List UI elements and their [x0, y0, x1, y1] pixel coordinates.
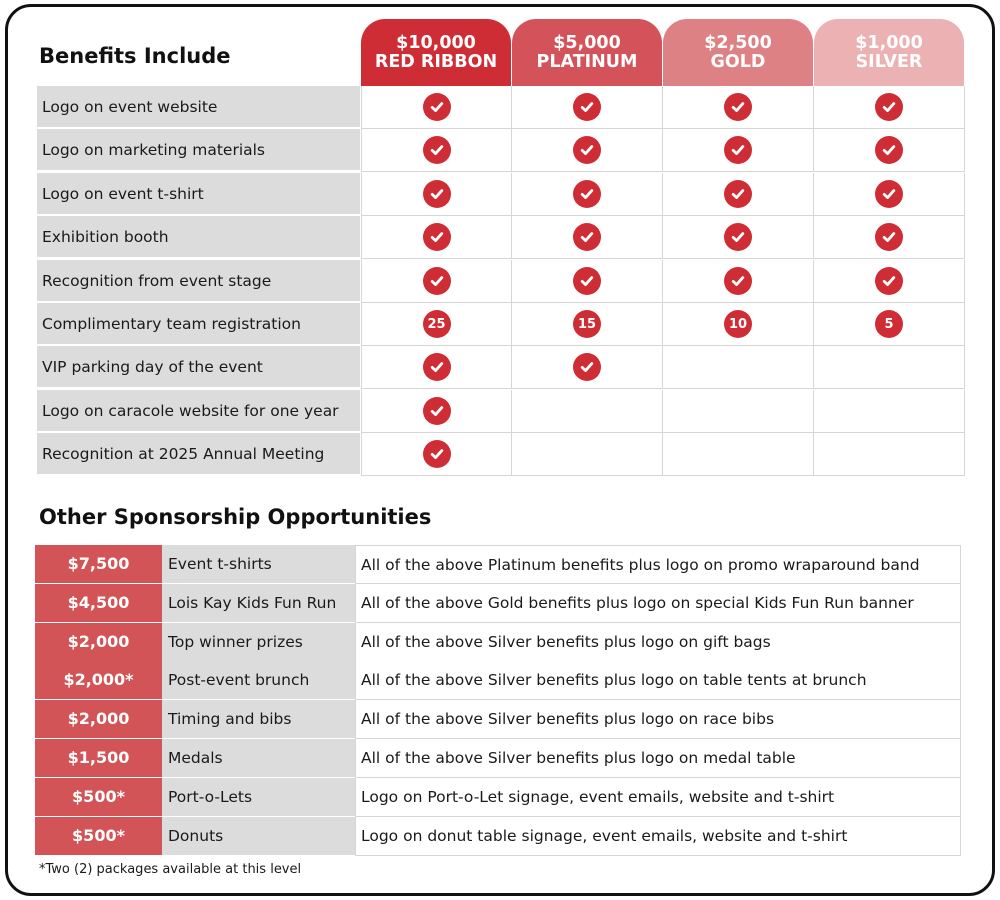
sponsorship-description: All of the above Gold benefits plus logo on special Kids Fun Run banner — [355, 584, 961, 623]
benefit-cell — [814, 216, 965, 259]
tier-name: SILVER — [855, 52, 923, 72]
benefit-label: Logo on marketing materials — [37, 129, 360, 172]
check-icon — [573, 93, 601, 121]
benefit-cell — [663, 260, 814, 303]
benefit-row — [37, 346, 966, 389]
benefit-row — [37, 129, 966, 172]
sponsorship-name: Donuts — [162, 817, 355, 856]
tier-name: PLATINUM — [536, 52, 638, 72]
benefit-cell — [814, 86, 965, 129]
benefit-cell — [663, 433, 814, 476]
check-icon — [423, 180, 451, 208]
sponsorship-row — [35, 700, 961, 739]
sponsorship-row — [35, 623, 961, 662]
check-icon — [724, 267, 752, 295]
benefit-cell — [512, 260, 663, 303]
sponsorship-description: All of the above Silver benefits plus logo on table tents at brunch — [355, 661, 961, 700]
benefit-row — [37, 303, 966, 346]
benefit-cell — [361, 173, 512, 216]
tier-header-red-ribbon — [361, 19, 511, 86]
benefit-cell — [512, 303, 663, 346]
sponsorship-name: Post-event brunch — [162, 661, 355, 700]
benefit-cell — [361, 303, 512, 346]
sponsorship-name: Medals — [162, 739, 355, 778]
benefit-cell — [512, 433, 663, 476]
registration-count-badge: 5 — [875, 310, 903, 338]
sponsorship-row — [35, 739, 961, 778]
sponsorship-description: Logo on Port-o-Let signage, event emails, website and t-shirt — [355, 778, 961, 817]
registration-count-badge: 25 — [423, 310, 451, 338]
benefit-cell — [361, 129, 512, 172]
benefit-cell — [663, 173, 814, 216]
tier-price: $2,500 — [704, 33, 772, 53]
tier-header-silver — [814, 19, 964, 86]
check-icon — [875, 93, 903, 121]
benefits-title: Benefits Include — [39, 44, 231, 68]
benefit-label: Recognition from event stage — [37, 260, 360, 303]
benefit-cell — [361, 260, 512, 303]
benefit-cell — [361, 433, 512, 476]
benefit-cell — [814, 303, 965, 346]
sponsorship-price: $4,500 — [35, 584, 162, 623]
check-icon — [875, 136, 903, 164]
sponsorship-price: $2,000 — [35, 623, 162, 662]
sponsorship-row — [35, 817, 961, 856]
tier-price: $5,000 — [553, 33, 621, 53]
sponsorship-name: Timing and bibs — [162, 700, 355, 739]
benefit-cell — [663, 390, 814, 433]
benefit-cell — [512, 129, 663, 172]
benefit-row — [37, 260, 966, 303]
sponsorship-description: All of the above Silver benefits plus logo on race bibs — [355, 700, 961, 739]
benefit-cell — [814, 260, 965, 303]
tier-header-gold — [663, 19, 813, 86]
check-icon — [875, 267, 903, 295]
check-icon — [423, 353, 451, 381]
registration-count-badge: 10 — [724, 310, 752, 338]
benefit-cell — [814, 390, 965, 433]
tier-name: RED RIBBON — [374, 52, 498, 72]
benefit-label: Logo on event website — [37, 86, 360, 129]
check-icon — [423, 397, 451, 425]
check-icon — [573, 136, 601, 164]
check-icon — [423, 267, 451, 295]
tier-price: $10,000 — [396, 33, 476, 53]
check-icon — [573, 180, 601, 208]
benefit-cell — [814, 433, 965, 476]
benefit-row — [37, 390, 966, 433]
sponsorship-description: Logo on donut table signage, event emails, website and t-shirt — [355, 817, 961, 856]
sponsorship-price: $500* — [35, 778, 162, 817]
benefit-cell — [512, 216, 663, 259]
check-icon — [573, 353, 601, 381]
benefit-row — [37, 216, 966, 259]
benefit-cell — [814, 173, 965, 216]
sponsorship-row — [35, 545, 961, 584]
benefit-cell — [361, 216, 512, 259]
sponsorship-description: All of the above Silver benefits plus logo on gift bags — [355, 623, 961, 662]
sponsorship-price: $1,500 — [35, 739, 162, 778]
sponsorship-name: Top winner prizes — [162, 623, 355, 662]
benefit-cell — [361, 390, 512, 433]
benefit-label: VIP parking day of the event — [37, 346, 360, 389]
sponsorship-name: Port-o-Lets — [162, 778, 355, 817]
sponsorship-name: Event t-shirts — [162, 545, 355, 584]
sponsorship-row — [35, 778, 961, 817]
tier-header-platinum — [512, 19, 662, 86]
check-icon — [573, 223, 601, 251]
benefit-label: Logo on caracole website for one year — [37, 390, 360, 433]
check-icon — [423, 93, 451, 121]
sponsorship-description: All of the above Silver benefits plus logo on medal table — [355, 739, 961, 778]
benefit-row — [37, 86, 966, 129]
sponsorship-price: $2,000 — [35, 700, 162, 739]
benefit-cell — [663, 346, 814, 389]
registration-count-badge: 15 — [573, 310, 601, 338]
benefit-cell — [663, 303, 814, 346]
sponsorship-name: Lois Kay Kids Fun Run — [162, 584, 355, 623]
benefit-row — [37, 433, 966, 476]
benefit-cell — [814, 346, 965, 389]
benefit-row — [37, 173, 966, 216]
benefit-cell — [361, 86, 512, 129]
check-icon — [423, 136, 451, 164]
check-icon — [724, 136, 752, 164]
check-icon — [573, 267, 601, 295]
check-icon — [724, 93, 752, 121]
check-icon — [423, 440, 451, 468]
benefit-label: Logo on event t-shirt — [37, 173, 360, 216]
other-sponsorship-title: Other Sponsorship Opportunities — [39, 505, 432, 529]
tier-name: GOLD — [710, 52, 766, 72]
check-icon — [724, 223, 752, 251]
benefit-cell — [512, 86, 663, 129]
benefit-cell — [512, 346, 663, 389]
benefit-cell — [663, 86, 814, 129]
benefit-label: Recognition at 2025 Annual Meeting — [37, 433, 360, 476]
sponsorship-description: All of the above Platinum benefits plus logo on promo wraparound band — [355, 545, 961, 584]
sponsorship-row — [35, 661, 961, 700]
check-icon — [724, 180, 752, 208]
sponsorship-price: $500* — [35, 817, 162, 856]
benefit-label: Complimentary team registration — [37, 303, 360, 346]
benefit-cell — [663, 129, 814, 172]
benefit-cell — [512, 390, 663, 433]
check-icon — [875, 180, 903, 208]
sponsorship-price: $2,000* — [35, 661, 162, 700]
benefit-label: Exhibition booth — [37, 216, 360, 259]
benefit-cell — [814, 129, 965, 172]
sponsorship-price: $7,500 — [35, 545, 162, 584]
check-icon — [423, 223, 451, 251]
benefit-cell — [512, 173, 663, 216]
sponsorship-row — [35, 584, 961, 623]
check-icon — [875, 223, 903, 251]
footnote: *Two (2) packages available at this level — [39, 862, 302, 877]
benefit-cell — [361, 346, 512, 389]
tier-price: $1,000 — [855, 33, 923, 53]
benefit-cell — [663, 216, 814, 259]
